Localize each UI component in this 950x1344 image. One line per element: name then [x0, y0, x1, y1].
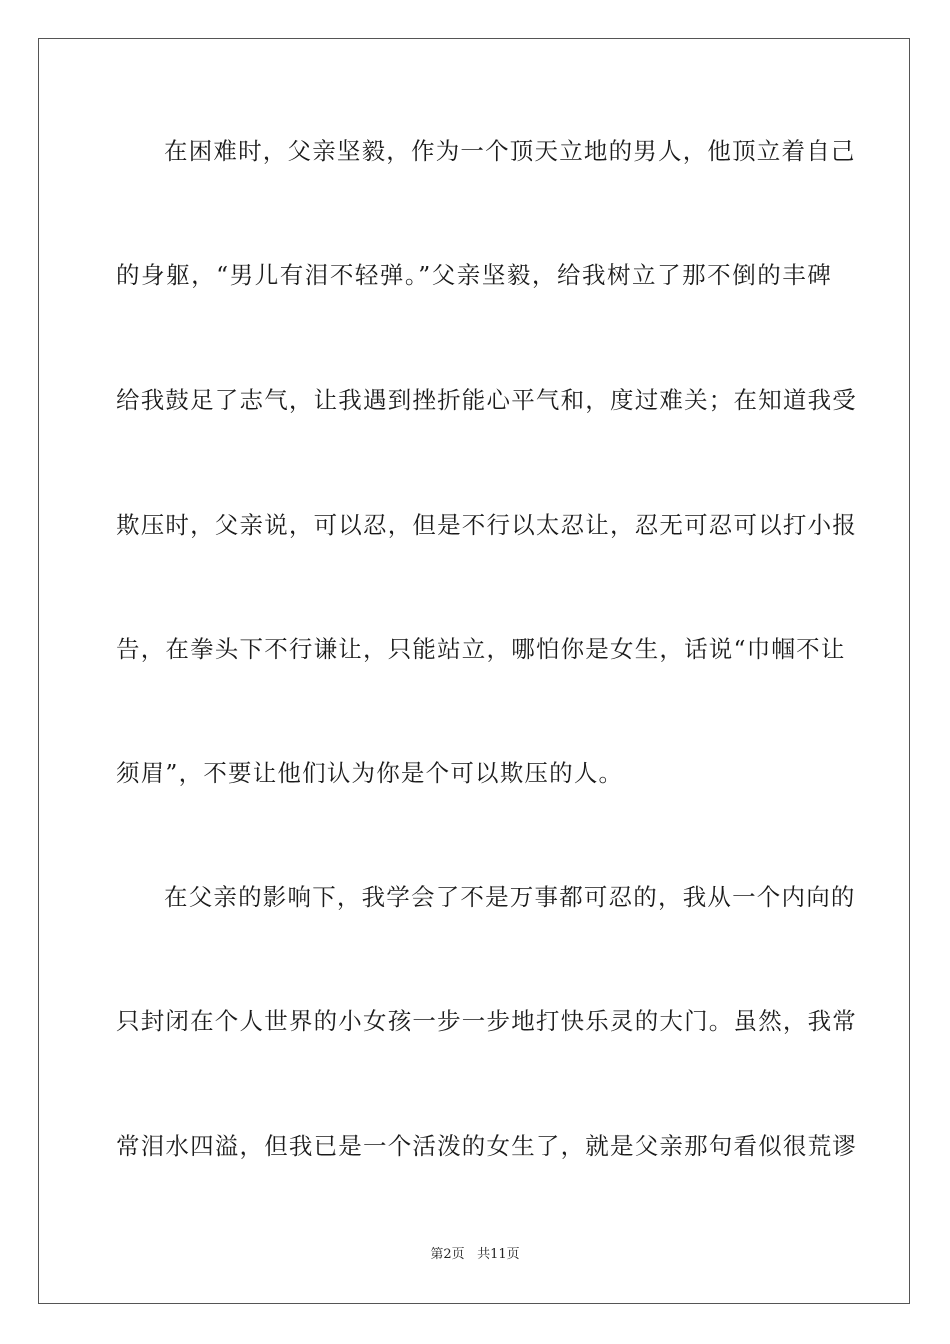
- text-line: 欺压时，父亲说，可以忍，但是不行以太忍让，忍无可忍可以打小报: [116, 511, 857, 539]
- text-line: 的身躯，“男儿有泪不轻弹。”父亲坚毅，给我树立了那不倒的丰碑: [116, 261, 832, 289]
- page-total: 共11页: [477, 1247, 520, 1262]
- text-line: 在困难时，父亲坚毅，作为一个顶天立地的男人，他顶立着自己: [164, 137, 856, 165]
- page-footer: [0, 1246, 950, 1264]
- page-number: 第2页: [430, 1247, 465, 1262]
- page-border: [38, 38, 910, 1304]
- text-line: 只封闭在个人世界的小女孩一步一步地打快乐灵的大门。虽然，我常: [116, 1007, 857, 1035]
- text-line: 给我鼓足了志气，让我遇到挫折能心平气和，度过难关；在知道我受: [116, 386, 857, 414]
- text-line: 须眉”，不要让他们认为你是个可以欺压的人。: [116, 759, 624, 787]
- text-line: 在父亲的影响下，我学会了不是万事都可忍的，我从一个内向的: [164, 883, 856, 911]
- text-line: 告，在拳头下不行谦让，只能站立，哪怕你是女生，话说“巾帼不让: [116, 635, 846, 663]
- text-line: 常泪水四溢，但我已是一个活泼的女生了，就是父亲那句看似很荒谬: [116, 1132, 857, 1160]
